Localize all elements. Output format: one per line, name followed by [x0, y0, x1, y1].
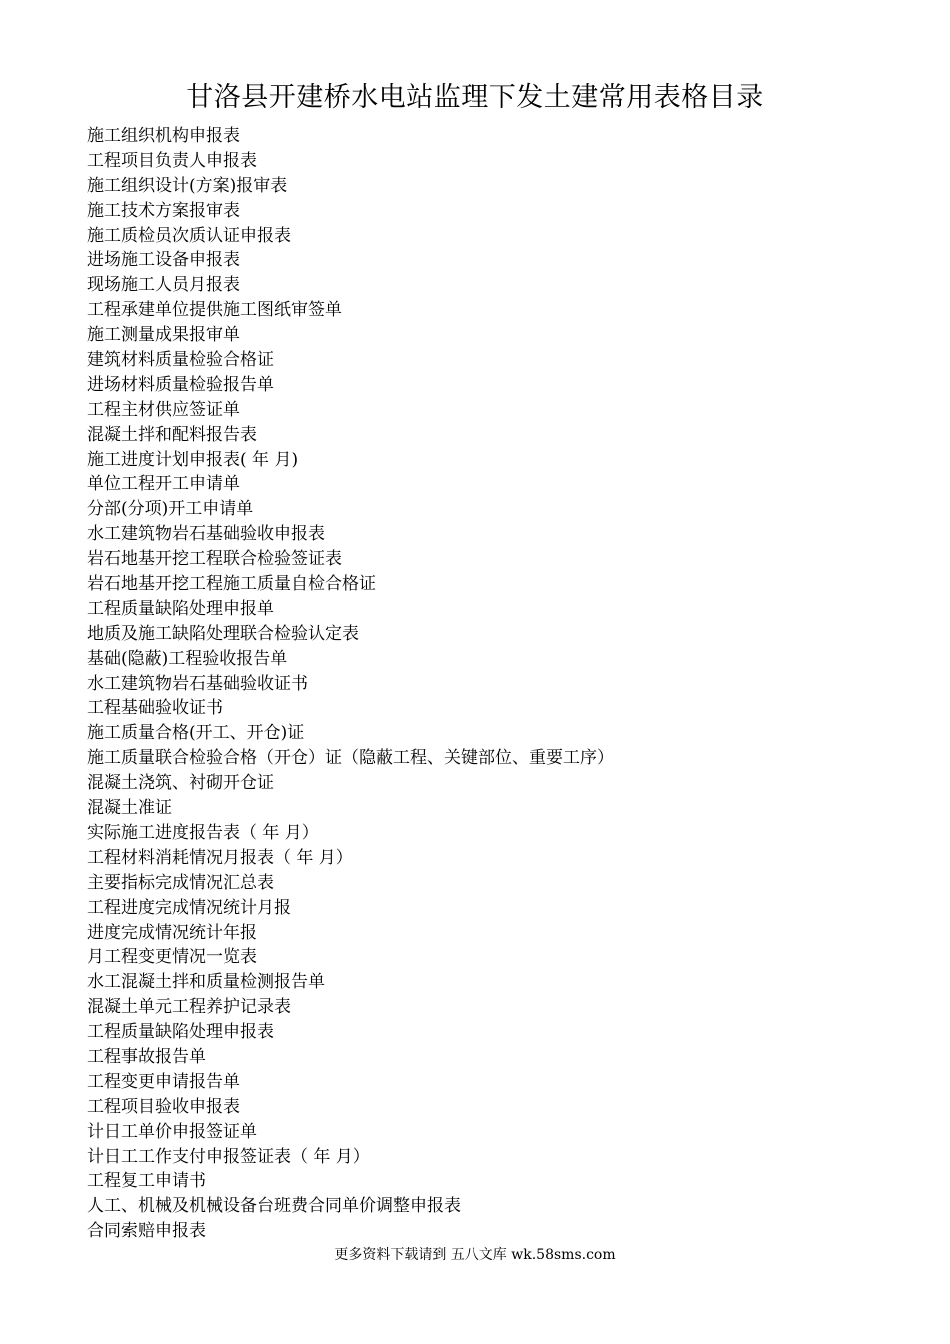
- list-item: 进场材料质量检验报告单: [87, 374, 274, 395]
- list-item: 工程复工申请书: [87, 1171, 206, 1192]
- document-title: 甘洛县开建桥水电站监理下发土建常用表格目录: [186, 82, 764, 113]
- list-item: 人工、机械及机械设备台班费合同单价调整申报表: [87, 1196, 461, 1217]
- list-item: 合同索赔申报表: [87, 1221, 206, 1242]
- list-item: 工程质量缺陷处理申报单: [87, 598, 274, 619]
- list-item: 建筑材料质量检验合格证: [87, 350, 274, 371]
- list-item: 进场施工设备申报表: [87, 250, 240, 271]
- list-item: 月工程变更情况一览表: [87, 947, 257, 968]
- list-item: 基础(隐蔽)工程验收报告单: [87, 648, 288, 669]
- list-item: 地质及施工缺陷处理联合检验认定表: [87, 623, 359, 644]
- list-item: 工程主材供应签证单: [87, 399, 240, 420]
- list-item: 进度完成情况统计年报: [87, 922, 257, 943]
- list-item: 工程项目验收申报表: [87, 1096, 240, 1117]
- list-item: 混凝土单元工程养护记录表: [87, 997, 291, 1018]
- list-item: 工程基础验收证书: [87, 698, 223, 719]
- list-item: 工程事故报告单: [87, 1046, 206, 1067]
- list-item: 混凝土准证: [87, 798, 172, 819]
- list-item: 混凝土拌和配料报告表: [87, 424, 257, 445]
- list-item: 工程项目负责人申报表: [87, 150, 257, 171]
- list-item: 计日工工作支付申报签证表（ 年 月）: [87, 1146, 370, 1167]
- list-item: 施工质量合格(开工、开仓)证: [87, 723, 305, 744]
- list-item: 主要指标完成情况汇总表: [87, 872, 274, 893]
- list-item: 水工混凝土拌和质量检测报告单: [87, 972, 325, 993]
- list-item: 水工建筑物岩石基础验收申报表: [87, 524, 325, 545]
- list-item: 施工组织设计(方案)报审表: [87, 175, 288, 196]
- list-item: 施工组织机构申报表: [87, 126, 240, 146]
- list-item: 施工质检员次质认证申报表: [87, 225, 291, 246]
- list-item: 混凝土浇筑、衬砌开仓证: [87, 773, 274, 794]
- footer-note: 更多资料下载请到 五八文库 wk.58sms.com: [334, 1247, 616, 1263]
- list-item: 岩石地基开挖工程联合检验签证表: [87, 549, 342, 570]
- list-item: 现场施工人员月报表: [87, 275, 240, 296]
- list-item: 实际施工进度报告表（ 年 月）: [87, 822, 319, 843]
- list-item: 工程进度完成情况统计月报: [87, 897, 291, 918]
- list-item: 工程变更申请报告单: [87, 1071, 240, 1092]
- list-item: 工程质量缺陷处理申报表: [87, 1022, 274, 1043]
- list-item: 施工测量成果报审单: [87, 325, 240, 346]
- list-item: 施工技术方案报审表: [87, 200, 240, 221]
- list-item: 水工建筑物岩石基础验收证书: [87, 673, 308, 694]
- list-item: 单位工程开工申请单: [87, 474, 240, 495]
- list-item: 施工质量联合检验合格（开仓）证（隐蔽工程、关键部位、重要工序）: [87, 748, 614, 769]
- list-item: 施工进度计划申报表( 年 月): [87, 449, 299, 470]
- list-item: 岩石地基开挖工程施工质量自检合格证: [87, 574, 376, 595]
- list-item: 分部(分项)开工申请单: [87, 499, 254, 520]
- list-item: 工程承建单位提供施工图纸审签单: [87, 300, 342, 321]
- list-item: 工程材料消耗情况月报表（ 年 月）: [87, 847, 353, 868]
- list-item: 计日工单价申报签证单: [87, 1121, 257, 1142]
- form-list: [87, 124, 614, 1244]
